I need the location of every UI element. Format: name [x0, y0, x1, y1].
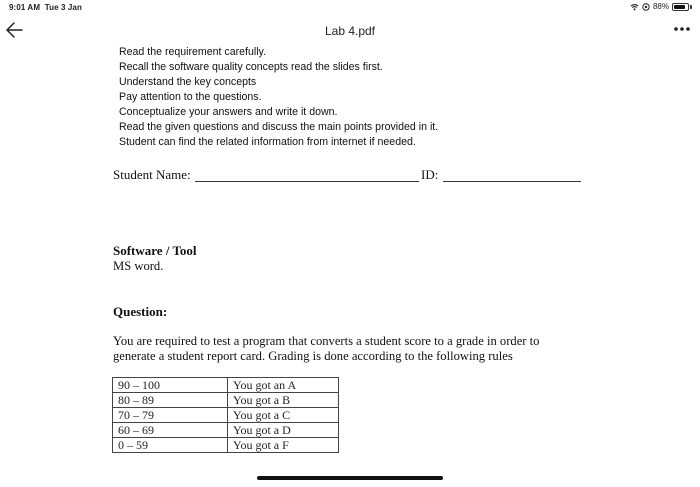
instruction-line: Conceptualize your answers and write it down.	[119, 106, 338, 118]
battery-percent: 88%	[652, 2, 669, 11]
document-title: Lab 4.pdf	[324, 24, 376, 38]
grade-cell: You got a F	[228, 438, 339, 453]
instruction-line: Student can find the related information from internet if needed.	[119, 136, 416, 148]
status-date: Tue 3 Jan	[44, 3, 82, 12]
table-row	[113, 408, 339, 423]
software-value: MS word.	[113, 259, 164, 273]
grade-cell: You got an A	[228, 378, 339, 393]
instruction-line: Recall the software quality concepts read the slides first.	[119, 61, 383, 73]
instruction-line: Understand the key concepts	[119, 76, 257, 88]
more-dots-icon	[672, 22, 692, 36]
instruction-line: Read the requirement carefully.	[119, 46, 267, 58]
status-indicators	[630, 2, 692, 11]
grade-cell: You got a D	[228, 423, 339, 438]
table-row	[113, 393, 339, 408]
nav-bar	[0, 16, 700, 46]
grade-cell: You got a B	[228, 393, 339, 408]
score-range-cell: 70 – 79	[113, 408, 228, 423]
wifi-icon	[630, 3, 639, 11]
pdf-page[interactable]	[0, 46, 700, 487]
software-heading: Software / Tool	[113, 243, 197, 258]
status-time	[9, 3, 82, 12]
id-label: ID:	[421, 167, 439, 182]
table-row	[113, 378, 339, 393]
score-range-cell: 0 – 59	[113, 438, 228, 453]
question-text-line: You are required to test a program that converts a student score to a grade in order to	[113, 334, 540, 348]
score-range-cell: 60 – 69	[113, 423, 228, 438]
status-clock: 9:01 AM	[9, 3, 41, 12]
instruction-line: Read the given questions and discuss the main points provided in it.	[119, 121, 439, 133]
student-name-label: Student Name:	[113, 167, 191, 182]
table-row	[113, 423, 339, 438]
grade-cell: You got a C	[228, 408, 339, 423]
instruction-line: Pay attention to the questions.	[119, 91, 262, 103]
question-heading: Question:	[113, 304, 168, 319]
status-bar	[0, 0, 700, 16]
student-name-field[interactable]	[195, 181, 419, 182]
location-icon	[642, 3, 650, 11]
battery-fill	[674, 5, 685, 9]
table-row	[113, 438, 339, 453]
score-range-cell: 80 – 89	[113, 393, 228, 408]
student-id-field[interactable]	[443, 181, 581, 182]
battery-cap	[690, 5, 692, 9]
score-range-cell: 90 – 100	[113, 378, 228, 393]
grade-table	[112, 377, 339, 453]
question-text-line: generate a student report card. Grading is done according to the following rules	[113, 349, 513, 363]
battery-icon	[672, 3, 689, 11]
more-options-button[interactable]	[672, 22, 692, 36]
home-indicator[interactable]	[257, 476, 443, 480]
